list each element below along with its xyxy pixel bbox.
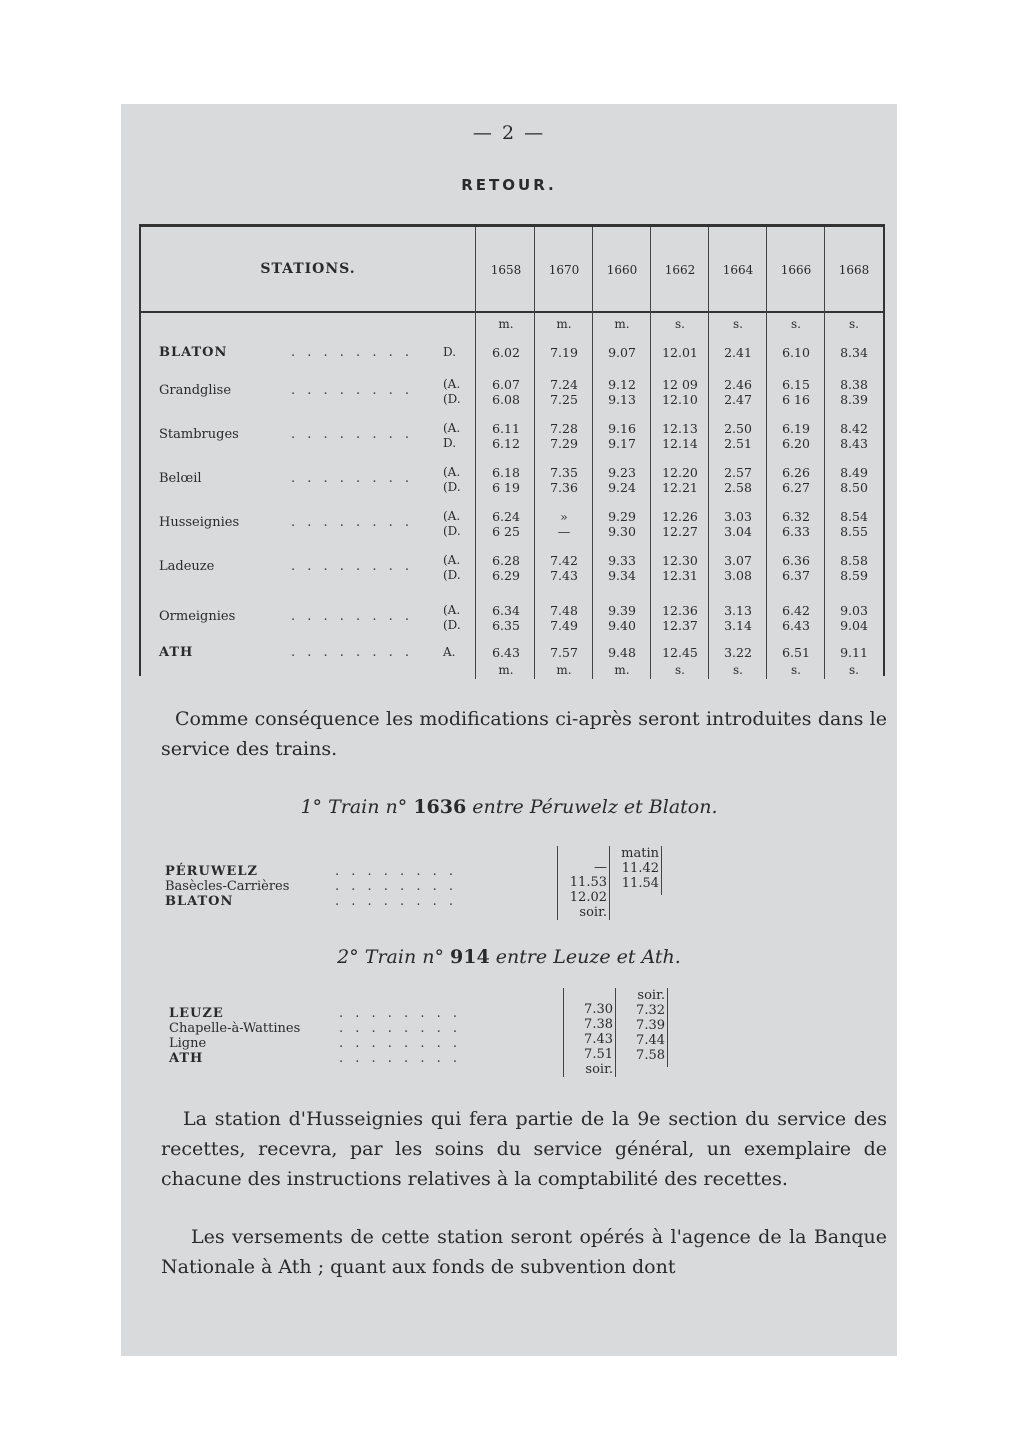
- train2-station: Chapelle-à-Wattines: [169, 1021, 301, 1036]
- time-cell: 2.41: [724, 345, 752, 360]
- column-divider: [615, 988, 616, 1077]
- column-divider: [563, 988, 564, 1077]
- time-cell: 12.13 12.14: [662, 421, 698, 451]
- column-divider: [667, 988, 668, 1067]
- train2-station: LEUZE: [169, 1006, 224, 1021]
- time-cell: 9.23 9.24: [608, 465, 636, 495]
- train1-time: —: [594, 860, 607, 875]
- train2-time: 7.38: [584, 1017, 613, 1032]
- time-cell: 7.35 7.36: [550, 465, 578, 495]
- station-label: BLATON: [159, 345, 228, 360]
- time-cell: 6.24 6 25: [492, 509, 520, 539]
- train2-station: ATH: [169, 1051, 204, 1066]
- train2-title-prefix: 2° Train n°: [337, 946, 444, 968]
- time-cell: 6.32 6.33: [782, 509, 810, 539]
- train1-time: 11.42: [621, 861, 659, 876]
- leader-dots: . . . . . . . .: [291, 471, 413, 486]
- unit-top: s.: [849, 317, 859, 331]
- train-number-1662: 1662: [664, 263, 696, 277]
- train2-number: 914: [450, 946, 490, 968]
- time-cell: 6.26 6.27: [782, 465, 810, 495]
- time-cell: 7.24 7.25: [550, 377, 578, 407]
- station-label: Ormeignies: [159, 609, 236, 624]
- time-cell: 12.30 12.31: [662, 553, 698, 583]
- train1-station: PÉRUWELZ: [165, 864, 258, 879]
- time-cell: 12.01: [662, 345, 698, 360]
- time-cell: 6.15 6 16: [782, 377, 810, 407]
- train1-station: Basècles-Carrières: [165, 879, 290, 894]
- leader-dots: . . . . . . . .: [339, 1006, 461, 1021]
- unit-bottom: s.: [791, 663, 801, 677]
- train-number-1666: 1666: [780, 263, 812, 277]
- train2-time: 7.30: [584, 1002, 613, 1017]
- time-cell: 6.07 6.08: [492, 377, 520, 407]
- train-number-1658: 1658: [490, 263, 522, 277]
- time-cell: 3.13 3.14: [724, 603, 752, 633]
- train2-period: soir.: [637, 988, 665, 1003]
- time-cell: 12.45: [662, 645, 698, 660]
- train2-title-suffix: entre Leuze et Ath.: [495, 946, 681, 968]
- train2-time: 7.39: [636, 1018, 665, 1033]
- page-number: — 2 —: [472, 122, 546, 144]
- time-cell: 9.12 9.13: [608, 377, 636, 407]
- leader-dots: . . . . . . . .: [291, 559, 413, 574]
- station-label: ATH: [159, 645, 194, 660]
- arrival-departure-marker: (A. (D.: [443, 603, 461, 632]
- page-sheet: [121, 104, 897, 1356]
- station-label: Husseignies: [159, 515, 240, 530]
- stations-header: STATIONS.: [260, 261, 356, 277]
- time-cell: 6.43: [492, 645, 520, 660]
- time-cell: 2.46 2.47: [724, 377, 752, 407]
- column-divider: [609, 846, 610, 920]
- station-label: Belœil: [159, 471, 202, 486]
- time-cell: 6.28 6.29: [492, 553, 520, 583]
- arrival-departure-marker: (A. (D.: [443, 465, 461, 494]
- unit-top: s.: [733, 317, 743, 331]
- unit-top: m.: [556, 317, 572, 331]
- unit-top: s.: [675, 317, 685, 331]
- time-cell: 6.11 6.12: [492, 421, 520, 451]
- time-cell: 7.28 7.29: [550, 421, 578, 451]
- time-cell: 3.07 3.08: [724, 553, 752, 583]
- column-divider: [661, 846, 662, 895]
- time-cell: 9.39 9.40: [608, 603, 636, 633]
- time-cell: 12.36 12.37: [662, 603, 698, 633]
- station-label: Grandglise: [159, 383, 232, 398]
- leader-dots: . . . . . . . .: [339, 1021, 461, 1036]
- arrival-departure-marker: (A. (D.: [443, 553, 461, 582]
- time-cell: 8.58 8.59: [840, 553, 868, 583]
- train-number-1660: 1660: [606, 263, 638, 277]
- train1-station: BLATON: [165, 894, 234, 909]
- time-cell: 9.48: [608, 645, 636, 660]
- train1-time: 11.54: [621, 876, 659, 891]
- time-cell: 2.50 2.51: [724, 421, 752, 451]
- train2-time: 7.43: [584, 1032, 613, 1047]
- time-cell: 8.34: [840, 345, 868, 360]
- arrival-departure-marker: (A. (D.: [443, 377, 461, 406]
- time-cell: 6.18 6 19: [492, 465, 520, 495]
- unit-top: s.: [791, 317, 801, 331]
- time-cell: 9.07: [608, 345, 636, 360]
- train1-title-suffix: entre Péruwelz et Blaton.: [472, 796, 718, 818]
- time-cell: 3.22: [724, 645, 752, 660]
- train1-number: 1636: [413, 796, 467, 818]
- train-number-1664: 1664: [722, 263, 754, 277]
- time-cell: 3.03 3.04: [724, 509, 752, 539]
- unit-bottom: m.: [614, 663, 630, 677]
- section-title: RETOUR.: [461, 176, 557, 194]
- arrival-departure-marker: D.: [443, 345, 457, 359]
- time-cell: » —: [557, 509, 571, 539]
- unit-bottom: m.: [498, 663, 514, 677]
- leader-dots: . . . . . . . .: [335, 879, 457, 894]
- leader-dots: . . . . . . . .: [291, 515, 413, 530]
- arrival-departure-marker: A.: [443, 645, 456, 659]
- time-cell: 12.20 12.21: [662, 465, 698, 495]
- paragraph-versements: Les versements de cette station seront opérés à l'agence de la Banque Nationale à Ath ; quant aux fonds de subvention dont: [161, 1226, 887, 1278]
- train2-time: 7.58: [636, 1048, 665, 1063]
- time-cell: 6.19 6.20: [782, 421, 810, 451]
- timetable: [139, 224, 885, 676]
- time-cell: 7.48 7.49: [550, 603, 578, 633]
- column-divider: [557, 846, 558, 920]
- time-cell: 9.29 9.30: [608, 509, 636, 539]
- arrival-departure-marker: (A. (D.: [443, 509, 461, 538]
- time-cell: 9.33 9.34: [608, 553, 636, 583]
- time-cell: 9.16 9.17: [608, 421, 636, 451]
- time-cell: 7.57: [550, 645, 578, 660]
- arrival-departure-marker: (A. D.: [443, 421, 461, 450]
- train2-title: [121, 946, 897, 968]
- train2-time: 7.51: [584, 1047, 613, 1062]
- paragraph-recettes: La station d'Husseignies qui fera partie de la 9e section du service des recettes, recevra, par les soins du service général, un exemplaire de chacune des instructions relatives à la comptabilité des recettes.: [161, 1108, 887, 1190]
- time-cell: 6.10: [782, 345, 810, 360]
- time-cell: 9.11: [840, 645, 868, 660]
- train1-time: 11.53: [569, 875, 607, 890]
- time-cell: 6.02: [492, 345, 520, 360]
- leader-dots: . . . . . . . .: [335, 864, 457, 879]
- train-number-1668: 1668: [838, 263, 870, 277]
- station-label: Ladeuze: [159, 559, 215, 574]
- time-cell: 6.42 6.43: [782, 603, 810, 633]
- time-cell: 8.38 8.39: [840, 377, 868, 407]
- unit-bottom: s.: [849, 663, 859, 677]
- time-cell: 7.19: [550, 345, 578, 360]
- leader-dots: . . . . . . . .: [291, 609, 413, 624]
- time-cell: 12 09 12.10: [662, 377, 698, 407]
- time-cell: 8.54 8.55: [840, 509, 868, 539]
- unit-top: m.: [498, 317, 514, 331]
- unit-bottom: m.: [556, 663, 572, 677]
- train1-title: [121, 796, 897, 818]
- train1-time: soir.: [579, 905, 607, 920]
- unit-bottom: s.: [675, 663, 685, 677]
- leader-dots: . . . . . . . .: [339, 1036, 461, 1051]
- time-cell: 9.03 9.04: [840, 603, 868, 633]
- intro-paragraph: Comme conséquence les modifications ci-après seront introduites dans le service des trains.: [161, 708, 887, 760]
- train1-period: matin: [621, 846, 659, 861]
- time-cell: 6.51: [782, 645, 810, 660]
- time-cell: 2.57 2.58: [724, 465, 752, 495]
- time-cell: 8.49 8.50: [840, 465, 868, 495]
- time-cell: 8.42 8.43: [840, 421, 868, 451]
- train-number-1670: 1670: [548, 263, 580, 277]
- train1-title-prefix: 1° Train n°: [300, 796, 408, 818]
- train1-time: 12.02: [569, 890, 607, 905]
- train2-time: soir.: [585, 1062, 613, 1077]
- leader-dots: . . . . . . . .: [335, 894, 457, 909]
- leader-dots: . . . . . . . .: [339, 1051, 461, 1066]
- station-label: Stambruges: [159, 427, 239, 442]
- leader-dots: . . . . . . . .: [291, 383, 413, 398]
- leader-dots: . . . . . . . .: [291, 345, 413, 360]
- train2-time: 7.44: [636, 1033, 665, 1048]
- train2-time: 7.32: [636, 1003, 665, 1018]
- leader-dots: . . . . . . . .: [291, 427, 413, 442]
- train2-station: Ligne: [169, 1036, 207, 1051]
- unit-top: m.: [614, 317, 630, 331]
- unit-bottom: s.: [733, 663, 743, 677]
- leader-dots: . . . . . . . .: [291, 645, 413, 660]
- time-cell: 6.34 6.35: [492, 603, 520, 633]
- column-divider: [475, 227, 476, 679]
- time-cell: 6.36 6.37: [782, 553, 810, 583]
- time-cell: 12.26 12.27: [662, 509, 698, 539]
- time-cell: 7.42 7.43: [550, 553, 578, 583]
